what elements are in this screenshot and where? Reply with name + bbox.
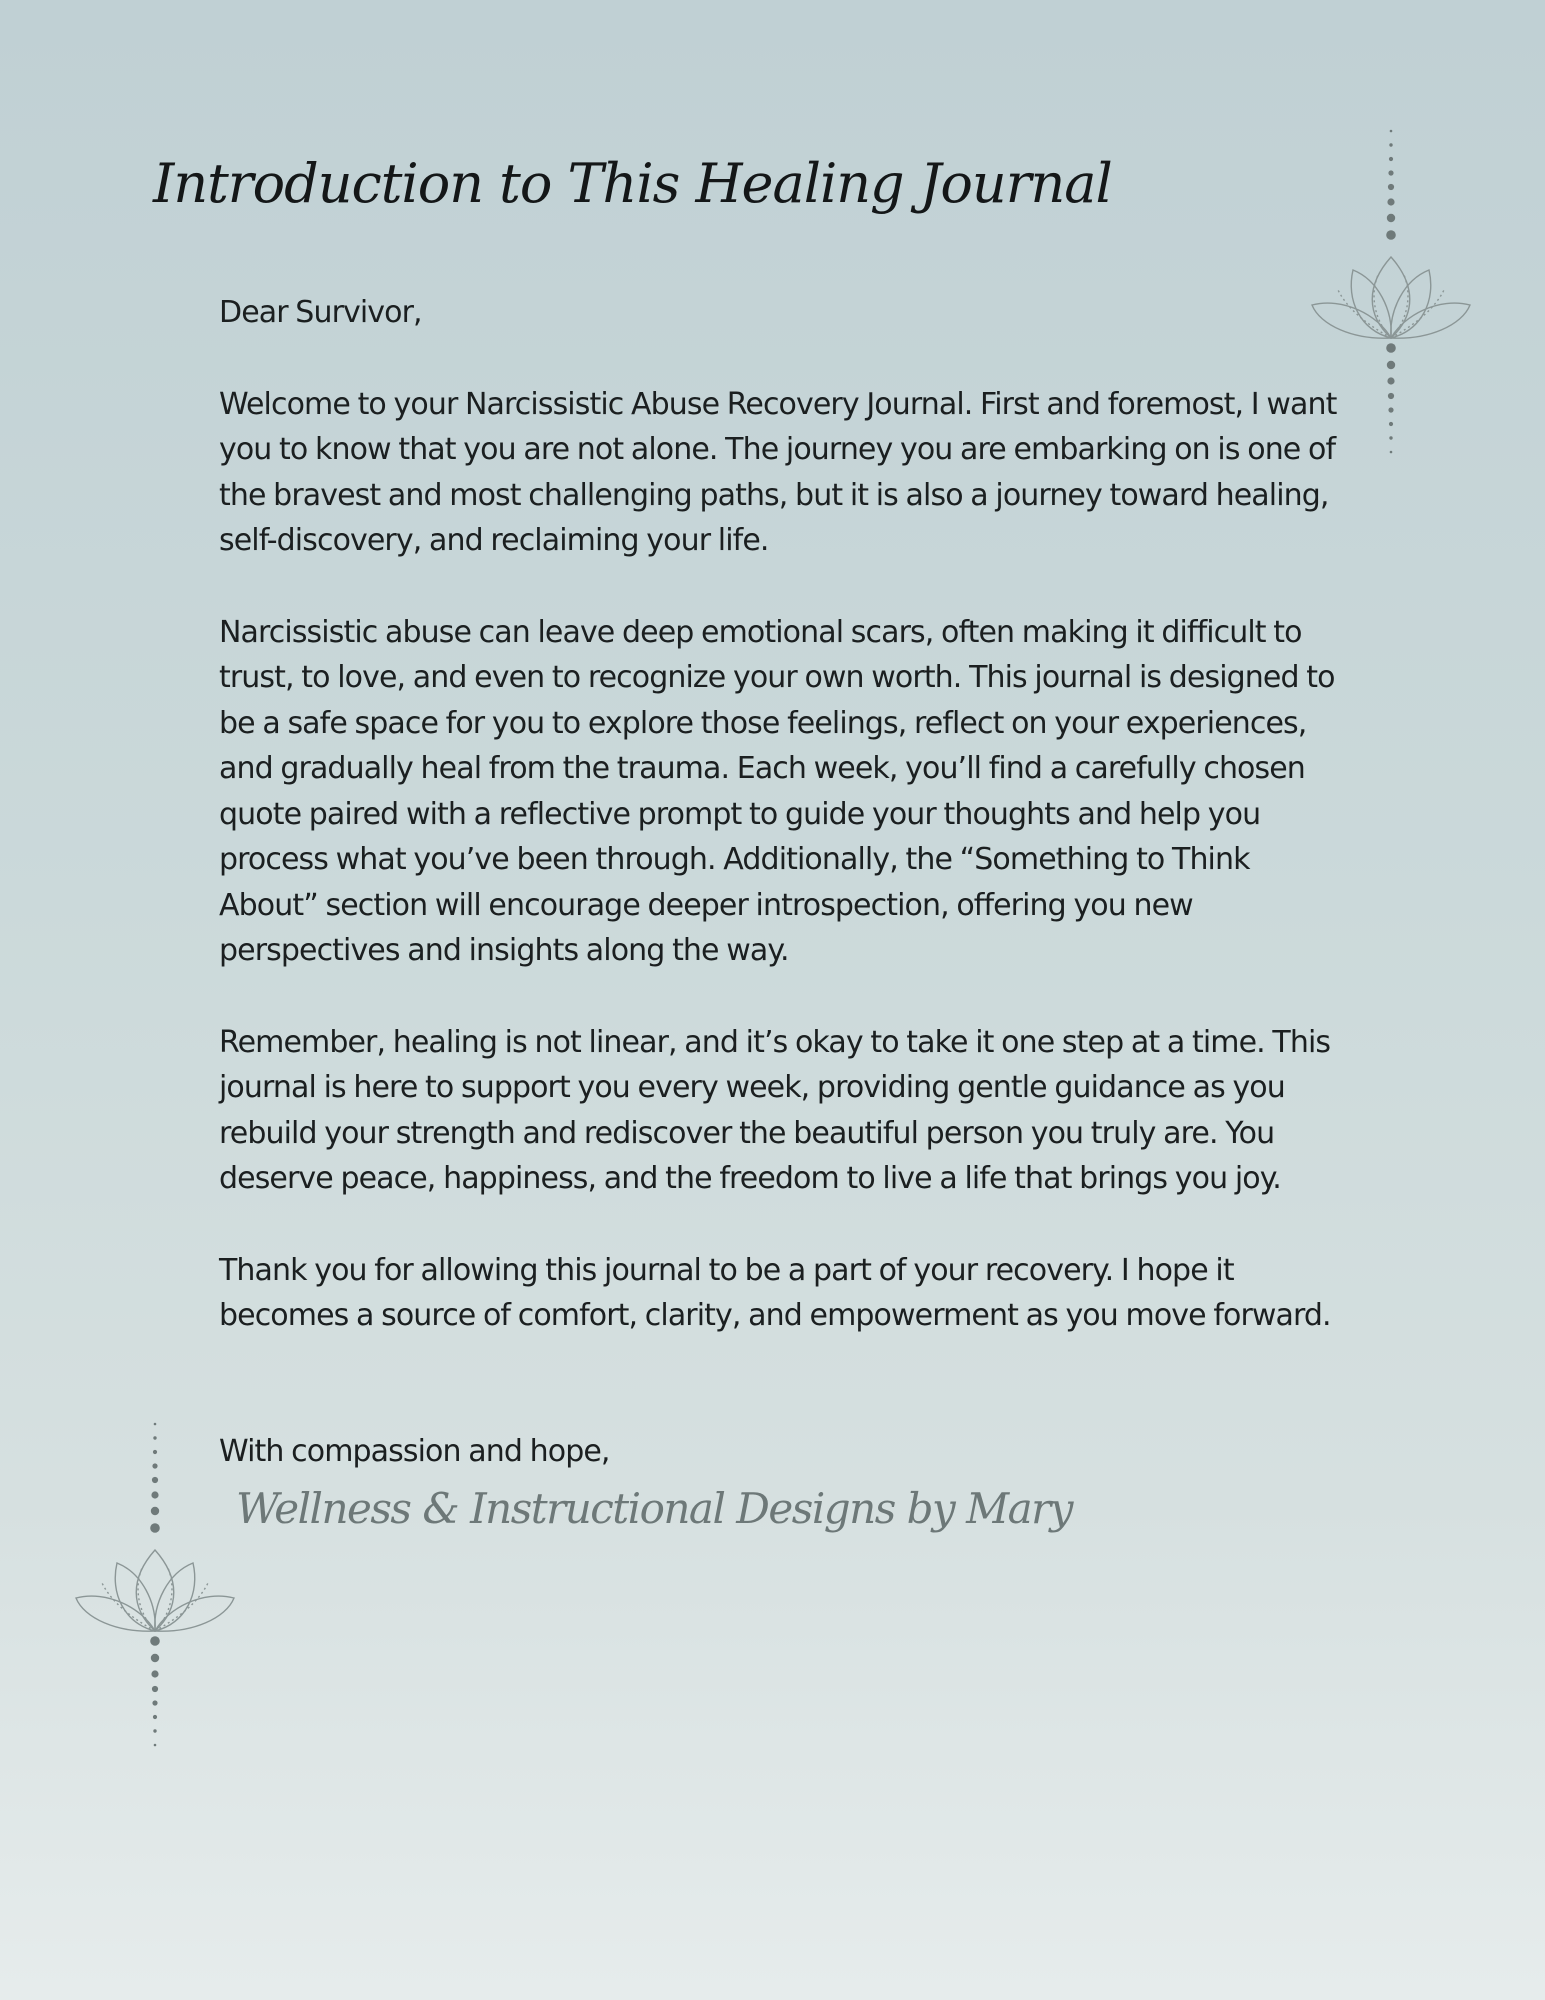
letter-paragraph: Thank you for allowing this journal to be a part of your recovery. I hope it becomes a source of comfort, clarity, and empowerment as you move forward. [219, 1252, 1331, 1333]
letter-paragraph: Narcissistic abuse can leave deep emotional scars, often making it difficult to trust, to love, and even to recognize your own worth. This journal is designed to be a safe space for you to explore those feelings, reflect on your experiences, and gradually heal from the trauma. Each week, you’ll find a carefully chosen quote paired with a reflective prompt to guide your thoughts and help you process what you’ve been through. Additionally, the “Something to Think About” section will encourage deeper introspection, offering you new perspectives and insights along the way. [219, 614, 1335, 968]
dotted-line-decoration [1386, 130, 1396, 454]
letter-closing: With compassion and hope, [219, 1433, 610, 1469]
lotus-icon [76, 1550, 234, 1631]
letter-paragraph: Welcome to your Narcissistic Abuse Recovery Journal. First and foremost, I want you to know that you are not alone. The journey you are embarking on is one of the bravest and most challenging paths, but it is also a journey toward healing, self-discovery, and reclaiming your life. [219, 386, 1337, 558]
letter-greeting: Dear Survivor, [219, 295, 422, 330]
dotted-line-decoration [150, 1423, 160, 1747]
lotus-ornament-bottom-left [72, 1418, 238, 1758]
page-title: Introduction to This Healing Journal [153, 152, 1112, 215]
letter-body [219, 290, 1349, 1474]
letter-paragraph: Remember, healing is not linear, and it’s okay to take it one step at a time. This journal is here to support you every week, providing gentle guidance as you rebuild your strength and rediscover the beautiful person you truly are. You deserve peace, happiness, and the freedom to live a life that brings you joy. [219, 1024, 1331, 1196]
signature: Wellness & Instructional Designs by Mary [236, 1484, 1072, 1533]
